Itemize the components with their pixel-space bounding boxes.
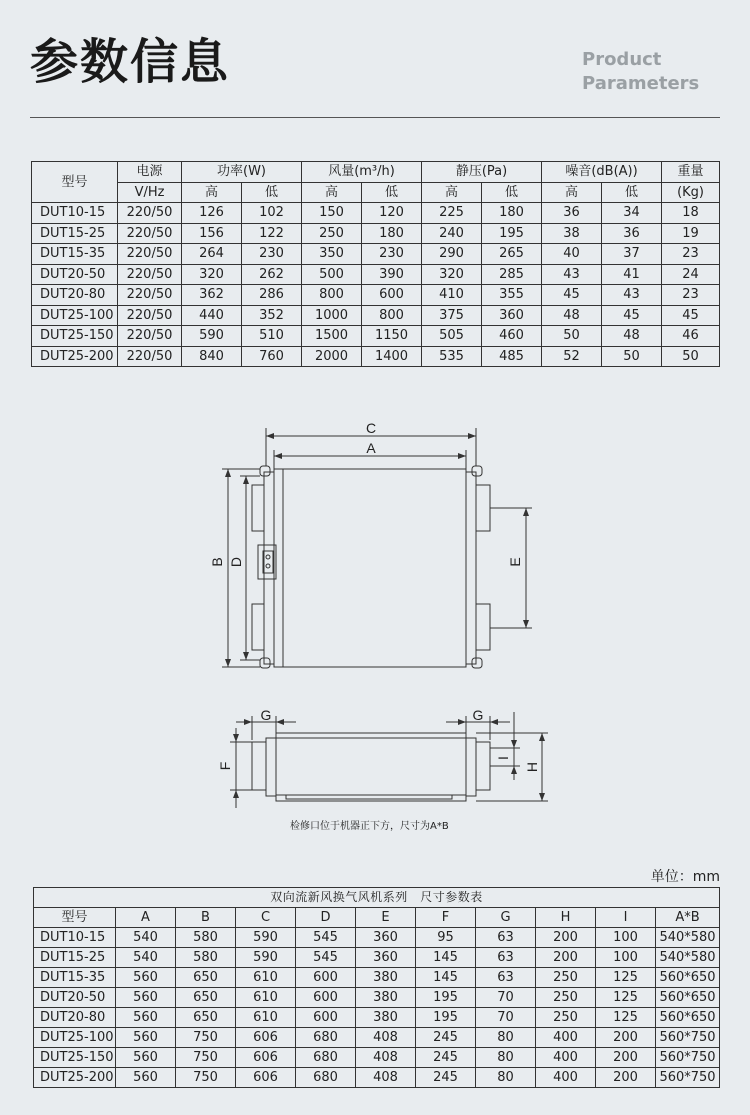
model-cell: DUT10-15: [34, 928, 116, 948]
value-cell: 408: [356, 1028, 416, 1048]
table-row: [34, 928, 720, 948]
value-cell: 800: [362, 305, 422, 326]
value-cell: 225: [422, 203, 482, 224]
value-cell: 145: [416, 968, 476, 988]
value-cell: 408: [356, 1068, 416, 1088]
value-cell: 355: [482, 285, 542, 306]
value-cell: 360: [482, 305, 542, 326]
value-cell: 43: [602, 285, 662, 306]
value-cell: 180: [482, 203, 542, 224]
value-cell: 48: [602, 326, 662, 347]
value-cell: 40: [542, 244, 602, 265]
value-cell: 41: [602, 264, 662, 285]
value-cell: 560*750: [656, 1068, 720, 1088]
value-cell: 230: [362, 244, 422, 265]
value-cell: 180: [362, 223, 422, 244]
column-header: F: [416, 908, 476, 928]
value-cell: 540: [116, 948, 176, 968]
value-cell: 200: [596, 1048, 656, 1068]
mount-lug: [260, 658, 270, 668]
model-cell: DUT15-35: [32, 244, 118, 265]
value-cell: 265: [482, 244, 542, 265]
value-cell: 220/50: [118, 203, 182, 224]
model-cell: DUT25-200: [32, 346, 118, 367]
header-weight: 重量: [662, 162, 720, 183]
value-cell: 610: [236, 988, 296, 1008]
value-cell: 505: [422, 326, 482, 347]
value-cell: 360: [356, 948, 416, 968]
table-row: [34, 1068, 720, 1088]
value-cell: 38: [542, 223, 602, 244]
header-power-high: 高: [182, 182, 242, 203]
table-row: [34, 1008, 720, 1028]
value-cell: 262: [242, 264, 302, 285]
table-row: [34, 988, 720, 1008]
column-header: A: [116, 908, 176, 928]
header-power-low: 低: [242, 182, 302, 203]
header-airflow-low: 低: [362, 182, 422, 203]
column-header: I: [596, 908, 656, 928]
value-cell: 250: [536, 1008, 596, 1028]
value-cell: 70: [476, 1008, 536, 1028]
value-cell: 290: [422, 244, 482, 265]
model-cell: DUT15-25: [34, 948, 116, 968]
value-cell: 590: [182, 326, 242, 347]
model-cell: DUT15-35: [34, 968, 116, 988]
value-cell: 800: [302, 285, 362, 306]
unit-body-side-view: [276, 733, 466, 801]
header-power-supply-unit: V/Hz: [118, 182, 182, 203]
header-noise-high: 高: [542, 182, 602, 203]
value-cell: 560*650: [656, 968, 720, 988]
model-cell: DUT25-150: [32, 326, 118, 347]
value-cell: 245: [416, 1068, 476, 1088]
value-cell: 200: [596, 1028, 656, 1048]
dim-label-e: E: [507, 557, 523, 567]
value-cell: 240: [422, 223, 482, 244]
column-header: H: [536, 908, 596, 928]
value-cell: 70: [476, 988, 536, 1008]
value-cell: 510: [242, 326, 302, 347]
value-cell: 440: [182, 305, 242, 326]
side-right-flange: [466, 738, 476, 796]
table-row: [34, 1048, 720, 1068]
value-cell: 680: [296, 1068, 356, 1088]
mount-lug: [260, 466, 270, 476]
value-cell: 580: [176, 948, 236, 968]
value-cell: 560: [116, 1028, 176, 1048]
value-cell: 245: [416, 1028, 476, 1048]
value-cell: 400: [536, 1068, 596, 1088]
value-cell: 120: [362, 203, 422, 224]
terminal: [266, 555, 270, 559]
dimension-diagram: [0, 400, 750, 850]
table-row: [32, 346, 720, 367]
value-cell: 63: [476, 948, 536, 968]
value-cell: 535: [422, 346, 482, 367]
value-cell: 360: [356, 928, 416, 948]
value-cell: 245: [416, 1048, 476, 1068]
dim-label-f: F: [217, 761, 233, 771]
value-cell: 100: [596, 948, 656, 968]
value-cell: 400: [536, 1028, 596, 1048]
value-cell: 220/50: [118, 346, 182, 367]
table-row: [34, 968, 720, 988]
header-power-supply: 电源: [118, 162, 182, 183]
value-cell: 750: [176, 1028, 236, 1048]
right-duct-spigot-upper: [476, 485, 490, 531]
value-cell: 220/50: [118, 285, 182, 306]
header-pressure-high: 高: [422, 182, 482, 203]
dim-label-a: A: [366, 440, 376, 456]
value-cell: 560*650: [656, 988, 720, 1008]
header-airflow: 风量(m³/h): [302, 162, 422, 183]
value-cell: 36: [542, 203, 602, 224]
value-cell: 100: [596, 928, 656, 948]
table-row: [32, 264, 720, 285]
value-cell: 590: [236, 928, 296, 948]
subtitle-line-1: Product: [582, 49, 662, 70]
value-cell: 600: [296, 988, 356, 1008]
value-cell: 380: [356, 988, 416, 1008]
side-right-spigot: [476, 742, 490, 790]
value-cell: 1000: [302, 305, 362, 326]
side-left-spigot: [252, 742, 266, 790]
value-cell: 606: [236, 1028, 296, 1048]
value-cell: 380: [356, 968, 416, 988]
value-cell: 80: [476, 1068, 536, 1088]
model-cell: DUT25-100: [32, 305, 118, 326]
value-cell: 63: [476, 968, 536, 988]
value-cell: 540*580: [656, 928, 720, 948]
value-cell: 18: [662, 203, 720, 224]
value-cell: 840: [182, 346, 242, 367]
value-cell: 50: [662, 346, 720, 367]
mount-lug: [472, 466, 482, 476]
value-cell: 36: [602, 223, 662, 244]
mount-lug: [472, 658, 482, 668]
value-cell: 230: [242, 244, 302, 265]
model-cell: DUT20-50: [32, 264, 118, 285]
value-cell: 48: [542, 305, 602, 326]
value-cell: 408: [356, 1048, 416, 1068]
page-subtitle: [582, 48, 722, 96]
table-row: [34, 1028, 720, 1048]
value-cell: 43: [542, 264, 602, 285]
column-header: E: [356, 908, 416, 928]
value-cell: 80: [476, 1028, 536, 1048]
value-cell: 195: [416, 1008, 476, 1028]
dim-label-g-left: G: [260, 707, 272, 723]
header-airflow-high: 高: [302, 182, 362, 203]
dim-label-c: C: [365, 420, 377, 436]
value-cell: 560*750: [656, 1028, 720, 1048]
value-cell: 200: [536, 948, 596, 968]
value-cell: 560: [116, 1048, 176, 1068]
table-row: [32, 326, 720, 347]
column-header: G: [476, 908, 536, 928]
model-cell: DUT25-100: [34, 1028, 116, 1048]
header-model: 型号: [32, 162, 118, 203]
value-cell: 560*650: [656, 1008, 720, 1028]
value-cell: 610: [236, 968, 296, 988]
right-flange: [466, 472, 476, 664]
value-cell: 400: [536, 1048, 596, 1068]
table-row: [32, 305, 720, 326]
value-cell: 145: [416, 948, 476, 968]
value-cell: 23: [662, 244, 720, 265]
value-cell: 540: [116, 928, 176, 948]
value-cell: 390: [362, 264, 422, 285]
column-header: D: [296, 908, 356, 928]
value-cell: 500: [302, 264, 362, 285]
value-cell: 320: [182, 264, 242, 285]
value-cell: 200: [536, 928, 596, 948]
value-cell: 250: [536, 968, 596, 988]
table-row: [32, 285, 720, 306]
value-cell: 650: [176, 1008, 236, 1028]
value-cell: 45: [542, 285, 602, 306]
column-header: B: [176, 908, 236, 928]
value-cell: 200: [596, 1068, 656, 1088]
header-weight-unit: (Kg): [662, 182, 720, 203]
value-cell: 750: [176, 1068, 236, 1088]
value-cell: 150: [302, 203, 362, 224]
column-header: A*B: [656, 908, 720, 928]
header-pressure-low: 低: [482, 182, 542, 203]
value-cell: 95: [416, 928, 476, 948]
dim-label-g-right: G: [472, 707, 484, 723]
value-cell: 220/50: [118, 305, 182, 326]
value-cell: 560*750: [656, 1048, 720, 1068]
value-cell: 23: [662, 285, 720, 306]
value-cell: 52: [542, 346, 602, 367]
dimension-parameters-table: [33, 887, 720, 1088]
value-cell: 50: [542, 326, 602, 347]
table-row: [32, 244, 720, 265]
table-row: [34, 948, 720, 968]
value-cell: 250: [536, 988, 596, 1008]
value-cell: 264: [182, 244, 242, 265]
model-cell: DUT25-150: [34, 1048, 116, 1068]
value-cell: 286: [242, 285, 302, 306]
access-panel-note: 检修口位于机器正下方，尺寸为A*B: [290, 821, 449, 832]
value-cell: 380: [356, 1008, 416, 1028]
side-left-flange: [266, 738, 276, 796]
value-cell: 195: [416, 988, 476, 1008]
value-cell: 560: [116, 988, 176, 1008]
header-noise-low: 低: [602, 182, 662, 203]
value-cell: 580: [176, 928, 236, 948]
value-cell: 600: [296, 968, 356, 988]
value-cell: 606: [236, 1068, 296, 1088]
left-duct-spigot-upper: [252, 485, 264, 531]
header-noise: 噪音(dB(A)): [542, 162, 662, 183]
value-cell: 680: [296, 1028, 356, 1048]
value-cell: 760: [242, 346, 302, 367]
value-cell: 125: [596, 988, 656, 1008]
value-cell: 650: [176, 968, 236, 988]
value-cell: 156: [182, 223, 242, 244]
value-cell: 610: [236, 1008, 296, 1028]
value-cell: 19: [662, 223, 720, 244]
value-cell: 220/50: [118, 326, 182, 347]
model-cell: DUT20-50: [34, 988, 116, 1008]
value-cell: 352: [242, 305, 302, 326]
value-cell: 545: [296, 928, 356, 948]
value-cell: 485: [482, 346, 542, 367]
value-cell: 1400: [362, 346, 422, 367]
value-cell: 63: [476, 928, 536, 948]
header-static-pressure: 静压(Pa): [422, 162, 542, 183]
performance-parameters-table: [31, 161, 720, 367]
unit-body-top-view: [274, 469, 466, 667]
value-cell: 220/50: [118, 244, 182, 265]
dim-label-b: B: [209, 557, 225, 567]
subtitle-line-2: Parameters: [582, 73, 700, 94]
model-cell: DUT20-80: [32, 285, 118, 306]
value-cell: 560: [116, 968, 176, 988]
value-cell: 350: [302, 244, 362, 265]
value-cell: 37: [602, 244, 662, 265]
value-cell: 2000: [302, 346, 362, 367]
terminal: [266, 564, 270, 568]
header-power: 功率(W): [182, 162, 302, 183]
dim-label-d: D: [228, 556, 244, 568]
value-cell: 320: [422, 264, 482, 285]
value-cell: 362: [182, 285, 242, 306]
value-cell: 540*580: [656, 948, 720, 968]
access-panel: [286, 795, 452, 799]
value-cell: 680: [296, 1048, 356, 1068]
value-cell: 460: [482, 326, 542, 347]
value-cell: 34: [602, 203, 662, 224]
table-row: [32, 223, 720, 244]
value-cell: 600: [362, 285, 422, 306]
value-cell: 1500: [302, 326, 362, 347]
title-divider: [30, 117, 720, 118]
value-cell: 375: [422, 305, 482, 326]
value-cell: 606: [236, 1048, 296, 1068]
value-cell: 560: [116, 1068, 176, 1088]
model-cell: DUT20-80: [34, 1008, 116, 1028]
value-cell: 45: [662, 305, 720, 326]
value-cell: 560: [116, 1008, 176, 1028]
left-duct-spigot-lower: [252, 604, 264, 650]
unit-label: 单位：mm: [650, 869, 720, 885]
value-cell: 220/50: [118, 264, 182, 285]
model-cell: DUT15-25: [32, 223, 118, 244]
value-cell: 545: [296, 948, 356, 968]
value-cell: 590: [236, 948, 296, 968]
model-cell: DUT10-15: [32, 203, 118, 224]
dimension-table-caption: 双向流新风换气风机系列 尺寸参数表: [34, 888, 720, 908]
value-cell: 1150: [362, 326, 422, 347]
dim-label-i: I: [495, 756, 511, 760]
value-cell: 220/50: [118, 223, 182, 244]
page-title: 参数信息: [30, 34, 231, 90]
value-cell: 45: [602, 305, 662, 326]
value-cell: 80: [476, 1048, 536, 1068]
value-cell: 600: [296, 1008, 356, 1028]
value-cell: 126: [182, 203, 242, 224]
column-header: 型号: [34, 908, 116, 928]
model-cell: DUT25-200: [34, 1068, 116, 1088]
dim-label-h: H: [524, 761, 540, 773]
value-cell: 125: [596, 1008, 656, 1028]
value-cell: 410: [422, 285, 482, 306]
value-cell: 250: [302, 223, 362, 244]
value-cell: 195: [482, 223, 542, 244]
value-cell: 750: [176, 1048, 236, 1068]
value-cell: 122: [242, 223, 302, 244]
value-cell: 285: [482, 264, 542, 285]
value-cell: 46: [662, 326, 720, 347]
value-cell: 102: [242, 203, 302, 224]
value-cell: 24: [662, 264, 720, 285]
value-cell: 650: [176, 988, 236, 1008]
value-cell: 125: [596, 968, 656, 988]
right-duct-spigot-lower: [476, 604, 490, 650]
table-row: [32, 203, 720, 224]
column-header: C: [236, 908, 296, 928]
value-cell: 50: [602, 346, 662, 367]
